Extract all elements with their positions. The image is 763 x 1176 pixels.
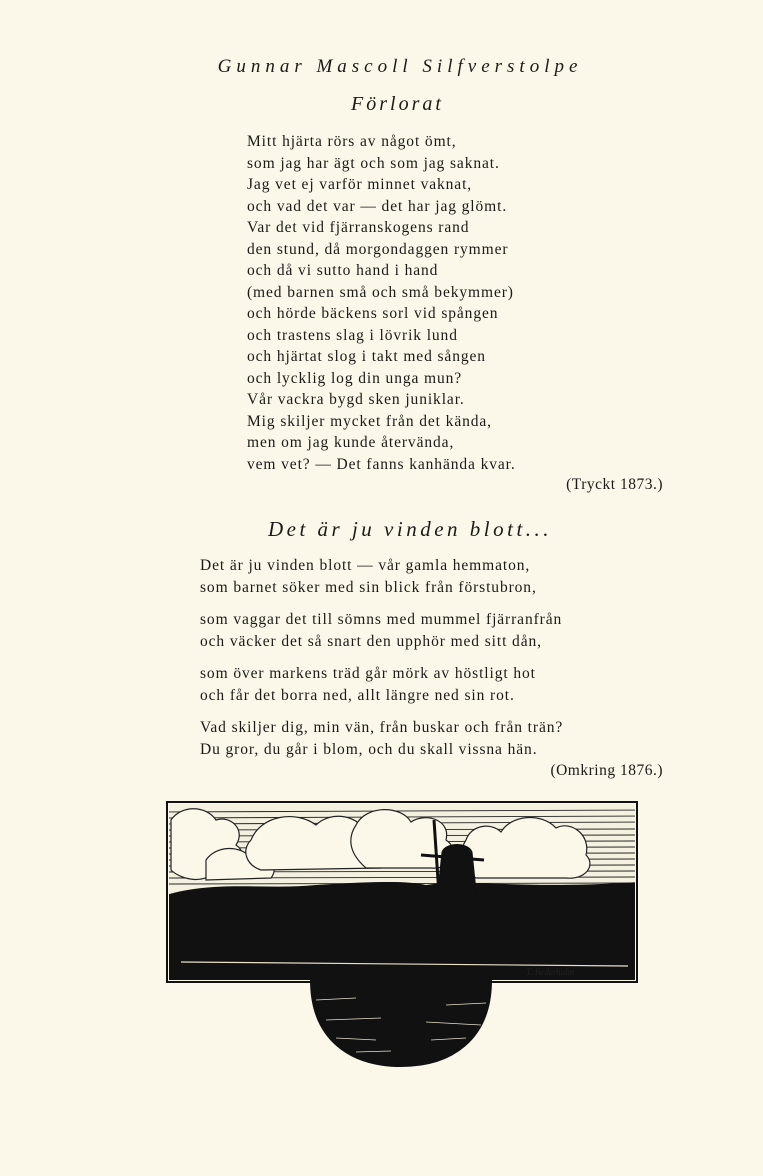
poem2-date-note: (Omkring 1876.): [550, 762, 663, 779]
poem-line: som över markens träd går mörk av höstligt hot: [200, 665, 536, 682]
poem-line: Mitt hjärta rörs av något ömt,: [247, 133, 457, 150]
poem-line: och får det borra ned, allt längre ned sin rot.: [200, 686, 515, 704]
poem-line: och hjärtat slog i takt med sången: [247, 348, 486, 365]
poem-line: och lycklig log din unga mun?: [247, 369, 463, 387]
poem-line: Mig skiljer mycket från det kända,: [247, 412, 492, 430]
stanza: [200, 609, 563, 652]
poem1-title: Förlorat: [351, 93, 444, 115]
poem1-date-note: (Tryckt 1873.): [566, 476, 663, 493]
stanza: [200, 663, 563, 706]
author-name: Gunnar Mascoll Silfverstolpe: [217, 56, 583, 77]
reflection-vignette: [311, 980, 491, 1066]
poem-line: vem vet? — Det fanns kanhända kvar.: [247, 455, 516, 473]
stanza: [200, 555, 563, 598]
poem-line: Det är ju vinden blott — vår gamla hemmaton,: [200, 557, 531, 574]
poem-line: som barnet söker med sin blick från förstubron,: [200, 578, 537, 596]
poem-line: och vad det var — det har jag glömt.: [247, 197, 508, 215]
stanza: [200, 717, 563, 760]
poem-line: Jag vet ej varför minnet vaknat,: [247, 176, 473, 193]
poem-line: och väcker det så snart den upphör med sitt dån,: [200, 632, 542, 650]
poem-line: den stund, då morgondaggen rymmer: [247, 240, 509, 258]
poem-line: (med barnen små och små bekymmer): [247, 283, 514, 301]
poem-line: och hörde bäckens sorl vid spången: [247, 305, 499, 322]
artist-signature: T. Bederholm: [526, 967, 575, 977]
poem-line: Du gror, du går i blom, och du skall vissna hän.: [200, 740, 538, 758]
poem1-body: [247, 131, 516, 475]
poem-line: men om jag kunde återvända,: [247, 434, 455, 451]
poem2-title: Det är ju vinden blott...: [267, 517, 553, 541]
poem-line: Var det vid fjärranskogens rand: [247, 219, 470, 236]
poem-line: som jag har ägt och som jag saknat.: [247, 154, 500, 172]
poem-line: och trastens slag i lövrik lund: [247, 326, 458, 344]
poem-line: och då vi sutto hand i hand: [247, 262, 439, 279]
poem-line: Vad skiljer dig, min vän, från buskar och från trän?: [200, 719, 564, 736]
poem-line: som vaggar det till sömns med mummel fjärranfrån: [200, 611, 563, 628]
windmill-illustration: [166, 800, 638, 1070]
poem2-body: [200, 555, 563, 771]
poem-line: Vår vackra bygd sken juniklar.: [247, 391, 465, 408]
